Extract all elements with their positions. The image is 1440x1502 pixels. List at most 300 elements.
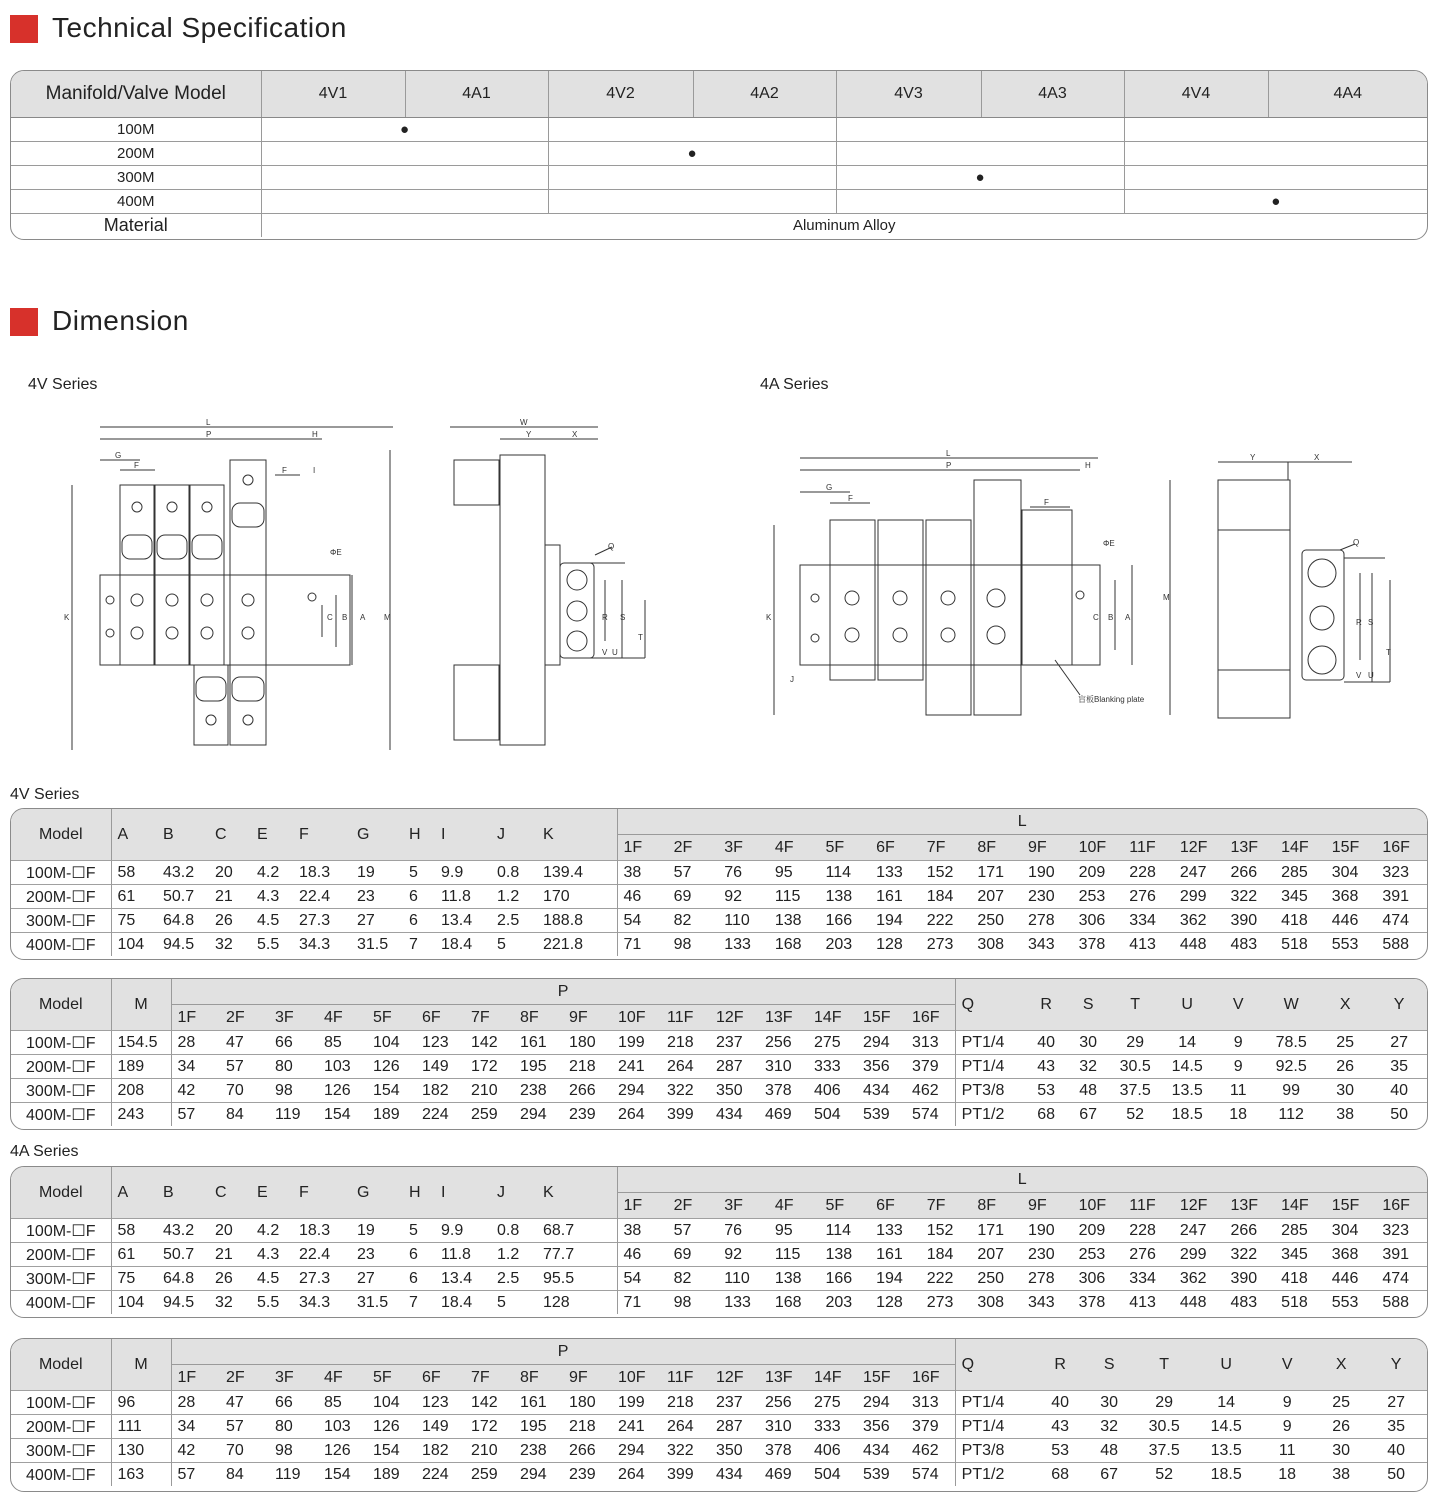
table-cell: 154 <box>367 1079 416 1103</box>
material-label: Material <box>11 214 261 238</box>
table-cell: 294 <box>857 1031 906 1055</box>
drawing-4v-label: 4V Series <box>28 376 98 393</box>
table-cell: 27.3 <box>293 909 351 933</box>
table-cell: 85 <box>318 1391 367 1415</box>
table-cell: 57 <box>668 1219 719 1243</box>
dim-label-C: C <box>1093 613 1099 622</box>
table-row <box>11 1415 1427 1439</box>
table-cell: 22.4 <box>293 885 351 909</box>
col-header-f: 4F <box>324 1368 343 1386</box>
dim-label-S: S <box>620 613 626 622</box>
table-cell: 58 <box>111 861 157 885</box>
col-header-f: 9F <box>1028 1196 1047 1214</box>
table-cell: 68.7 <box>537 1219 617 1243</box>
spec-header-4a4: 4A4 <box>1268 71 1427 118</box>
table-cell: 85 <box>318 1031 367 1055</box>
table-cell: 446 <box>1326 1267 1377 1291</box>
dim-label-F2: F <box>282 466 287 475</box>
col-header-f: 3F <box>275 1368 294 1386</box>
table-cell: 266 <box>563 1439 612 1463</box>
table-cell: 574 <box>906 1103 955 1127</box>
table-cell: 323 <box>1376 861 1427 885</box>
table-cell: 46 <box>617 1243 668 1267</box>
col-header-f: 15F <box>863 1368 891 1386</box>
col-header: H <box>409 1183 421 1201</box>
dim-label-V: V <box>602 648 608 657</box>
table-cell: PT1/4 <box>955 1055 1025 1079</box>
table-cell: 50.7 <box>157 1243 209 1267</box>
col-header-M: M <box>111 1339 171 1391</box>
col-header: Y <box>1393 995 1405 1013</box>
table-cell: 322 <box>1225 1243 1276 1267</box>
table-cell: 294 <box>514 1103 563 1127</box>
dim-table-4a-2 <box>10 1338 1428 1492</box>
table-cell: 294 <box>612 1439 661 1463</box>
col-header: A <box>117 1183 129 1201</box>
dim-label-Q: Q <box>608 542 615 551</box>
table-cell: 334 <box>1123 1267 1174 1291</box>
table-cell: 95 <box>769 1219 820 1243</box>
col-header-f: 14F <box>1281 1196 1309 1214</box>
table-4v-label: 4V Series <box>10 786 80 803</box>
table-cell: 172 <box>465 1055 514 1079</box>
col-header-f: 7F <box>471 1368 490 1386</box>
table-cell: 574 <box>906 1463 955 1487</box>
table-cell: 57 <box>171 1463 220 1487</box>
table-cell: 35 <box>1371 1055 1427 1079</box>
table-cell: 199 <box>612 1391 661 1415</box>
table-cell: 70 <box>220 1079 269 1103</box>
row-model: 400M-☐F <box>11 933 111 957</box>
table-cell: 184 <box>921 885 972 909</box>
table-cell: 362 <box>1174 1267 1225 1291</box>
table-cell: 161 <box>514 1391 563 1415</box>
table-cell: 96 <box>111 1391 171 1415</box>
table-cell: 38 <box>617 1219 668 1243</box>
table-row <box>11 1079 1427 1103</box>
table-cell: 304 <box>1326 861 1377 885</box>
table-cell: 239 <box>563 1463 612 1487</box>
spec-row-label: 300M <box>11 166 261 190</box>
table-cell: 142 <box>465 1031 514 1055</box>
table-cell: 161 <box>870 1243 921 1267</box>
col-header-f: 13F <box>765 1008 793 1026</box>
table-cell: 84 <box>220 1103 269 1127</box>
spec-row-material <box>11 214 1427 238</box>
table-cell: 228 <box>1123 1219 1174 1243</box>
table-cell: 306 <box>1073 1267 1124 1291</box>
table-cell: 390 <box>1225 1267 1276 1291</box>
table-cell: 209 <box>1073 1219 1124 1243</box>
table-cell: 276 <box>1123 885 1174 909</box>
table-cell: 126 <box>367 1415 416 1439</box>
table-cell: 142 <box>465 1391 514 1415</box>
table-cell: 31.5 <box>351 933 403 957</box>
table-cell: 368 <box>1326 1243 1377 1267</box>
table-cell: 588 <box>1376 933 1427 957</box>
table-cell: 123 <box>416 1031 465 1055</box>
table-cell: 333 <box>808 1055 857 1079</box>
table-cell: 22.4 <box>293 1243 351 1267</box>
blanking-plate-label: 盲板Blanking plate <box>1078 695 1145 704</box>
col-header: V <box>1232 995 1244 1013</box>
dim-label-P: P <box>206 430 212 439</box>
drawing-4a-label: 4A Series <box>760 376 829 393</box>
table-cell: 27 <box>351 1267 403 1291</box>
section-marker <box>10 308 38 336</box>
table-cell: 14.5 <box>1161 1055 1213 1079</box>
table-cell: 69 <box>668 885 719 909</box>
table-row <box>11 1219 1427 1243</box>
spec-header-4v4: 4V4 <box>1124 71 1268 118</box>
col-header: Y <box>1390 1355 1402 1373</box>
table-cell: 256 <box>759 1391 808 1415</box>
table-cell: 61 <box>111 1243 157 1267</box>
row-model: 100M-☐F <box>11 861 111 885</box>
table-cell: 104 <box>367 1391 416 1415</box>
table-cell: 241 <box>612 1415 661 1439</box>
col-header-f: 2F <box>673 838 693 856</box>
table-cell: 149 <box>416 1415 465 1439</box>
table-cell: 35 <box>1365 1415 1427 1439</box>
table-cell: 170 <box>537 885 617 909</box>
table-row <box>11 933 1427 957</box>
spec-header-row <box>11 71 1427 118</box>
table-row <box>11 1267 1427 1291</box>
table-cell: 195 <box>514 1415 563 1439</box>
col-header-f: 10F <box>618 1368 646 1386</box>
dim-label-Y: Y <box>1250 453 1256 462</box>
col-header-f: 4F <box>324 1008 343 1026</box>
row-model: 200M-☐F <box>11 885 111 909</box>
table-cell: 21 <box>209 1243 251 1267</box>
col-header-f: 15F <box>863 1008 891 1026</box>
table-cell: 368 <box>1326 885 1377 909</box>
table-cell: 413 <box>1123 1291 1174 1315</box>
dim-label-T: T <box>1386 648 1391 657</box>
table-cell: 285 <box>1275 861 1326 885</box>
spec-row-label: 200M <box>11 142 261 166</box>
dim-label-J: J <box>790 675 794 684</box>
table-cell: 95 <box>769 861 820 885</box>
col-header-f: 8F <box>520 1008 539 1026</box>
table-cell: 6 <box>403 1267 435 1291</box>
table-cell: 294 <box>514 1463 563 1487</box>
col-header-L: L <box>617 1167 1427 1193</box>
col-header: F <box>299 1183 309 1201</box>
table-cell: 18.4 <box>435 933 491 957</box>
dim-label-F2: F <box>1044 498 1049 507</box>
table-cell: 218 <box>661 1391 710 1415</box>
table-cell: 222 <box>921 909 972 933</box>
table-cell: 32 <box>209 1291 251 1315</box>
table-cell: 48 <box>1067 1079 1109 1103</box>
dim-label-S: S <box>1368 618 1374 627</box>
table-cell: 27.3 <box>293 1267 351 1291</box>
table-cell: 343 <box>1022 933 1073 957</box>
table-cell: 287 <box>710 1055 759 1079</box>
col-header-f: 2F <box>226 1008 245 1026</box>
table-cell: 19 <box>351 861 403 885</box>
table-cell: 64.8 <box>157 909 209 933</box>
table-cell: 114 <box>820 1219 871 1243</box>
col-header-model: Model <box>11 809 111 861</box>
table-cell: 199 <box>612 1031 661 1055</box>
table-cell: 210 <box>465 1439 514 1463</box>
drawing-4v-side <box>440 415 660 755</box>
table-cell: 588 <box>1376 1291 1427 1315</box>
table-cell: 310 <box>759 1055 808 1079</box>
table-cell: 166 <box>820 909 871 933</box>
col-header-f: 14F <box>1281 838 1309 856</box>
table-cell: 71 <box>617 933 668 957</box>
table-cell: 224 <box>416 1463 465 1487</box>
col-header-f: 15F <box>1331 838 1360 856</box>
table-cell: 115 <box>769 885 820 909</box>
dim-label-G: G <box>826 483 833 492</box>
table-cell: 308 <box>971 933 1022 957</box>
table-cell: 171 <box>971 1219 1022 1243</box>
col-header-f: 11F <box>1129 1196 1156 1214</box>
col-header: H <box>409 825 421 843</box>
table-cell: 356 <box>857 1415 906 1439</box>
table-cell: 379 <box>906 1415 955 1439</box>
col-header-f: 10F <box>1078 1196 1107 1214</box>
drawing-4v-front <box>60 415 405 755</box>
table-cell: PT1/4 <box>955 1415 1035 1439</box>
table-cell: 30 <box>1067 1031 1109 1055</box>
table-cell: 182 <box>416 1079 465 1103</box>
col-header-M: M <box>111 979 171 1031</box>
table-cell: 413 <box>1123 933 1174 957</box>
col-header: F <box>299 825 309 843</box>
table-cell: 9 <box>1213 1055 1263 1079</box>
table-cell: 114 <box>820 861 871 885</box>
table-cell: 42 <box>171 1079 220 1103</box>
table-cell: 406 <box>808 1439 857 1463</box>
col-header: J <box>497 1183 505 1201</box>
table-cell: 1.2 <box>491 885 537 909</box>
table-cell: 138 <box>820 885 871 909</box>
table-cell: 80 <box>269 1055 318 1079</box>
table-cell: 483 <box>1225 933 1276 957</box>
table-cell: 264 <box>661 1415 710 1439</box>
spec-dot: ● <box>1124 190 1427 214</box>
table-cell: 294 <box>612 1079 661 1103</box>
dim-label-G: G <box>115 451 122 460</box>
row-model: 400M-☐F <box>11 1291 111 1315</box>
spec-dot: ● <box>261 118 548 142</box>
table-cell: 119 <box>269 1103 318 1127</box>
row-model: 200M-☐F <box>11 1055 111 1079</box>
table-row <box>11 1439 1427 1463</box>
table-cell: 98 <box>269 1079 318 1103</box>
table-cell: 287 <box>710 1415 759 1439</box>
table-cell: 94.5 <box>157 933 209 957</box>
table-cell: 5.5 <box>251 1291 293 1315</box>
table-cell: 333 <box>808 1415 857 1439</box>
col-header: R <box>1040 995 1052 1013</box>
table-cell: 26 <box>209 1267 251 1291</box>
table-cell: 434 <box>857 1439 906 1463</box>
col-header-f: 7F <box>926 1196 946 1214</box>
table-cell: 18.5 <box>1161 1103 1213 1127</box>
table-cell: 28 <box>171 1391 220 1415</box>
dim-label-M: M <box>384 613 391 622</box>
row-model: 400M-☐F <box>11 1463 111 1487</box>
col-header: G <box>357 825 370 843</box>
table-cell: 247 <box>1174 861 1225 885</box>
table-cell: 11.8 <box>435 1243 491 1267</box>
table-cell: 37.5 <box>1133 1439 1195 1463</box>
table-cell: 1.2 <box>491 1243 537 1267</box>
row-model: 300M-☐F <box>11 1079 111 1103</box>
table-cell: 504 <box>808 1463 857 1487</box>
col-header-f: 11F <box>1129 838 1156 856</box>
table-row <box>11 861 1427 885</box>
col-header-f: 10F <box>618 1008 646 1026</box>
table-cell: 350 <box>710 1439 759 1463</box>
table-cell: 11 <box>1257 1439 1317 1463</box>
dim-label-Y: Y <box>526 430 532 439</box>
table-cell: 266 <box>563 1079 612 1103</box>
col-header: G <box>357 1183 370 1201</box>
table-cell: 40 <box>1025 1031 1067 1055</box>
section-marker <box>10 15 38 43</box>
table-cell: 4.2 <box>251 861 293 885</box>
table-cell: 43.2 <box>157 1219 209 1243</box>
table-cell: 237 <box>710 1391 759 1415</box>
table-cell: 418 <box>1275 909 1326 933</box>
table-cell: 266 <box>1225 1219 1276 1243</box>
col-header-f: 12F <box>716 1368 744 1386</box>
table-cell: 14 <box>1195 1391 1257 1415</box>
table-cell: 103 <box>318 1055 367 1079</box>
table-cell: 98 <box>668 933 719 957</box>
dimension-title: Dimension <box>52 305 189 336</box>
table-cell: 210 <box>465 1079 514 1103</box>
table-cell: 273 <box>921 933 972 957</box>
col-header: U <box>1181 995 1193 1013</box>
col-header: A <box>117 825 129 843</box>
table-cell: 28 <box>171 1031 220 1055</box>
dim-label-P: P <box>946 461 952 470</box>
table-cell: 474 <box>1376 909 1427 933</box>
table-cell: 82 <box>668 1267 719 1291</box>
table-cell: 13.5 <box>1195 1439 1257 1463</box>
tech-spec-title: Technical Specification <box>52 12 347 43</box>
table-cell: 278 <box>1022 909 1073 933</box>
table-cell: 42 <box>171 1439 220 1463</box>
table-cell: 418 <box>1275 1267 1326 1291</box>
table-4a-label: 4A Series <box>10 1143 79 1160</box>
dim-table-4v-1 <box>10 808 1428 960</box>
table-cell: PT1/4 <box>955 1031 1025 1055</box>
table-cell: 18 <box>1213 1103 1263 1127</box>
table-cell: 18.3 <box>293 1219 351 1243</box>
table-cell: 76 <box>718 1219 769 1243</box>
table-cell: 119 <box>269 1463 318 1487</box>
dim-label-L: L <box>206 418 211 427</box>
table-cell: 50 <box>1371 1103 1427 1127</box>
col-header: Q <box>961 1355 975 1373</box>
table-row <box>11 909 1427 933</box>
table-cell: 110 <box>718 909 769 933</box>
table-cell: 13.5 <box>1161 1079 1213 1103</box>
table-cell: 313 <box>906 1391 955 1415</box>
table-cell: 161 <box>870 885 921 909</box>
table-cell: 273 <box>921 1291 972 1315</box>
table-cell: 0.8 <box>491 861 537 885</box>
table-cell: 518 <box>1275 1291 1326 1315</box>
table-cell: 275 <box>808 1391 857 1415</box>
table-cell: 391 <box>1376 885 1427 909</box>
table-cell: 218 <box>661 1031 710 1055</box>
col-header-f: 13F <box>1230 1196 1259 1214</box>
dim-label-K: K <box>766 613 772 622</box>
table-cell: 399 <box>661 1103 710 1127</box>
table-cell: 104 <box>111 1291 157 1315</box>
table-cell: 253 <box>1073 1243 1124 1267</box>
col-header-f: 5F <box>825 1196 845 1214</box>
table-cell: 218 <box>563 1415 612 1439</box>
col-header-f: 14F <box>814 1008 842 1026</box>
col-header-f: 11F <box>667 1368 694 1386</box>
col-header-f: 5F <box>373 1368 392 1386</box>
spec-row-300m <box>11 166 1427 190</box>
table-cell: 203 <box>820 933 871 957</box>
table-cell: 67 <box>1085 1463 1133 1487</box>
table-cell: 168 <box>769 933 820 957</box>
table-cell: 189 <box>367 1103 416 1127</box>
table-cell: 9 <box>1213 1031 1263 1055</box>
table-cell: 94.5 <box>157 1291 209 1315</box>
table-cell: 14.5 <box>1195 1415 1257 1439</box>
table-cell: 26 <box>1317 1415 1365 1439</box>
table-cell: 139.4 <box>537 861 617 885</box>
spec-header-4v2: 4V2 <box>548 71 693 118</box>
table-cell: 189 <box>111 1055 171 1079</box>
col-header: E <box>257 1183 268 1201</box>
table-cell: 98 <box>668 1291 719 1315</box>
table-cell: 154 <box>367 1439 416 1463</box>
col-header-f: 9F <box>569 1008 588 1026</box>
table-cell: 378 <box>1073 1291 1124 1315</box>
table-cell: 539 <box>857 1463 906 1487</box>
col-header-f: 3F <box>275 1008 294 1026</box>
table-cell: 168 <box>769 1291 820 1315</box>
table-cell: 264 <box>612 1103 661 1127</box>
table-cell: 362 <box>1174 909 1225 933</box>
row-model: 300M-☐F <box>11 1267 111 1291</box>
table-cell: 237 <box>710 1031 759 1055</box>
table-cell: 75 <box>111 909 157 933</box>
table-cell: 128 <box>870 933 921 957</box>
table-cell: 180 <box>563 1391 612 1415</box>
table-cell: 345 <box>1275 885 1326 909</box>
table-cell: 130 <box>111 1439 171 1463</box>
table-cell: 27 <box>351 909 403 933</box>
table-cell: 253 <box>1073 885 1124 909</box>
table-cell: 50 <box>1365 1463 1427 1487</box>
table-cell: 7 <box>403 1291 435 1315</box>
table-row <box>11 1463 1427 1487</box>
col-header-f: 13F <box>1230 838 1259 856</box>
table-cell: 228 <box>1123 861 1174 885</box>
table-cell: 84 <box>220 1463 269 1487</box>
table-cell: 9 <box>1257 1391 1317 1415</box>
col-header-f: 10F <box>1078 838 1107 856</box>
